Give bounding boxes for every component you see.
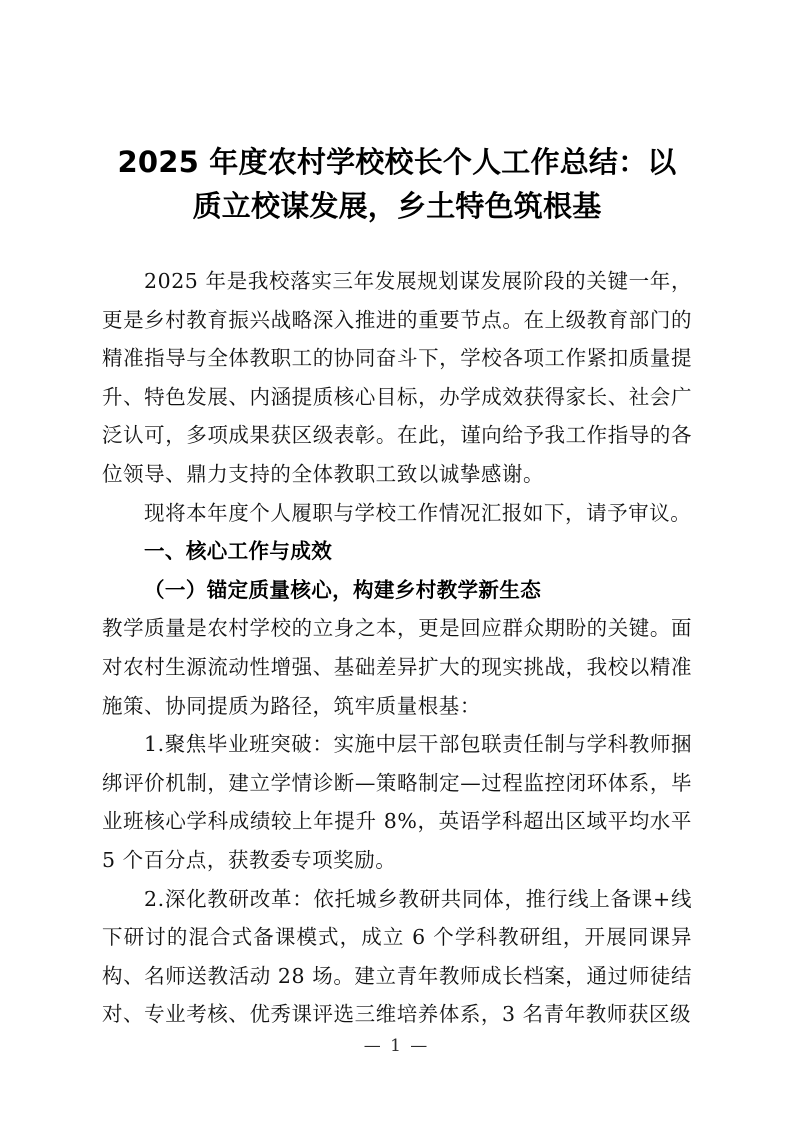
subsection-heading-1-1: （一）锚定质量核心，构建乡村教学新生态 xyxy=(144,577,542,602)
section-heading-1: 一、核心工作与成效 xyxy=(144,539,333,564)
paragraph-intro-1: 2025 年是我校落实三年发展规划谋发展阶段的关键一年，更是乡村教育振兴战略深入推进的重要节点。在上级教育部门的精准指导与全体教职工的协同奋斗下，学校各项工作紧扣质量提升、特色发展、内涵提质核心目标，办学成效获得家长、社会广泛认可，多项成果获区级表彰。在此，谨向给予我工作指导的各位领导、鼎力支持的全体教职工致以诚挚感谢。 xyxy=(102,269,692,486)
paragraph-body-1-1: 教学质量是农村学校的立身之本，更是回应群众期盼的关键。面对农村生源流动性增强、基础差异扩大的现实挑战，我校以精准施策、协同提质为路径，筑牢质量根基： xyxy=(102,616,692,718)
page-content xyxy=(102,0,692,1034)
page-title: 2025 年度农村学校校长个人工作总结：以质立校谋发展，乡土特色筑根基 xyxy=(117,145,677,223)
document-body xyxy=(102,262,692,1034)
page-number: — 1 — xyxy=(363,1036,430,1056)
list-item-1: 1.聚焦毕业班突破：实施中层干部包联责任制与学科教师捆绑评价机制，建立学情诊断—策略制定—过程监控闭环体系，毕业班核心学科成绩较上年提升 8%，英语学科超出区域平均水平 5 个百分点，获教委专项奖励。 xyxy=(102,732,692,872)
list-item-2: 2.深化教研改革：依托城乡教研共同体，推行线上备课+线下研讨的混合式备课模式，成立 6 个学科教研组，开展同课异构、名师送教活动 28 场。建立青年教师成长档案，通过师徒结对、专业考核、优秀课评选三维培养体系，3 名青年教师获区级 xyxy=(102,886,692,1027)
paragraph-intro-2: 现将本年度个人履职与学校工作情况汇报如下，请予审议。 xyxy=(144,500,692,525)
